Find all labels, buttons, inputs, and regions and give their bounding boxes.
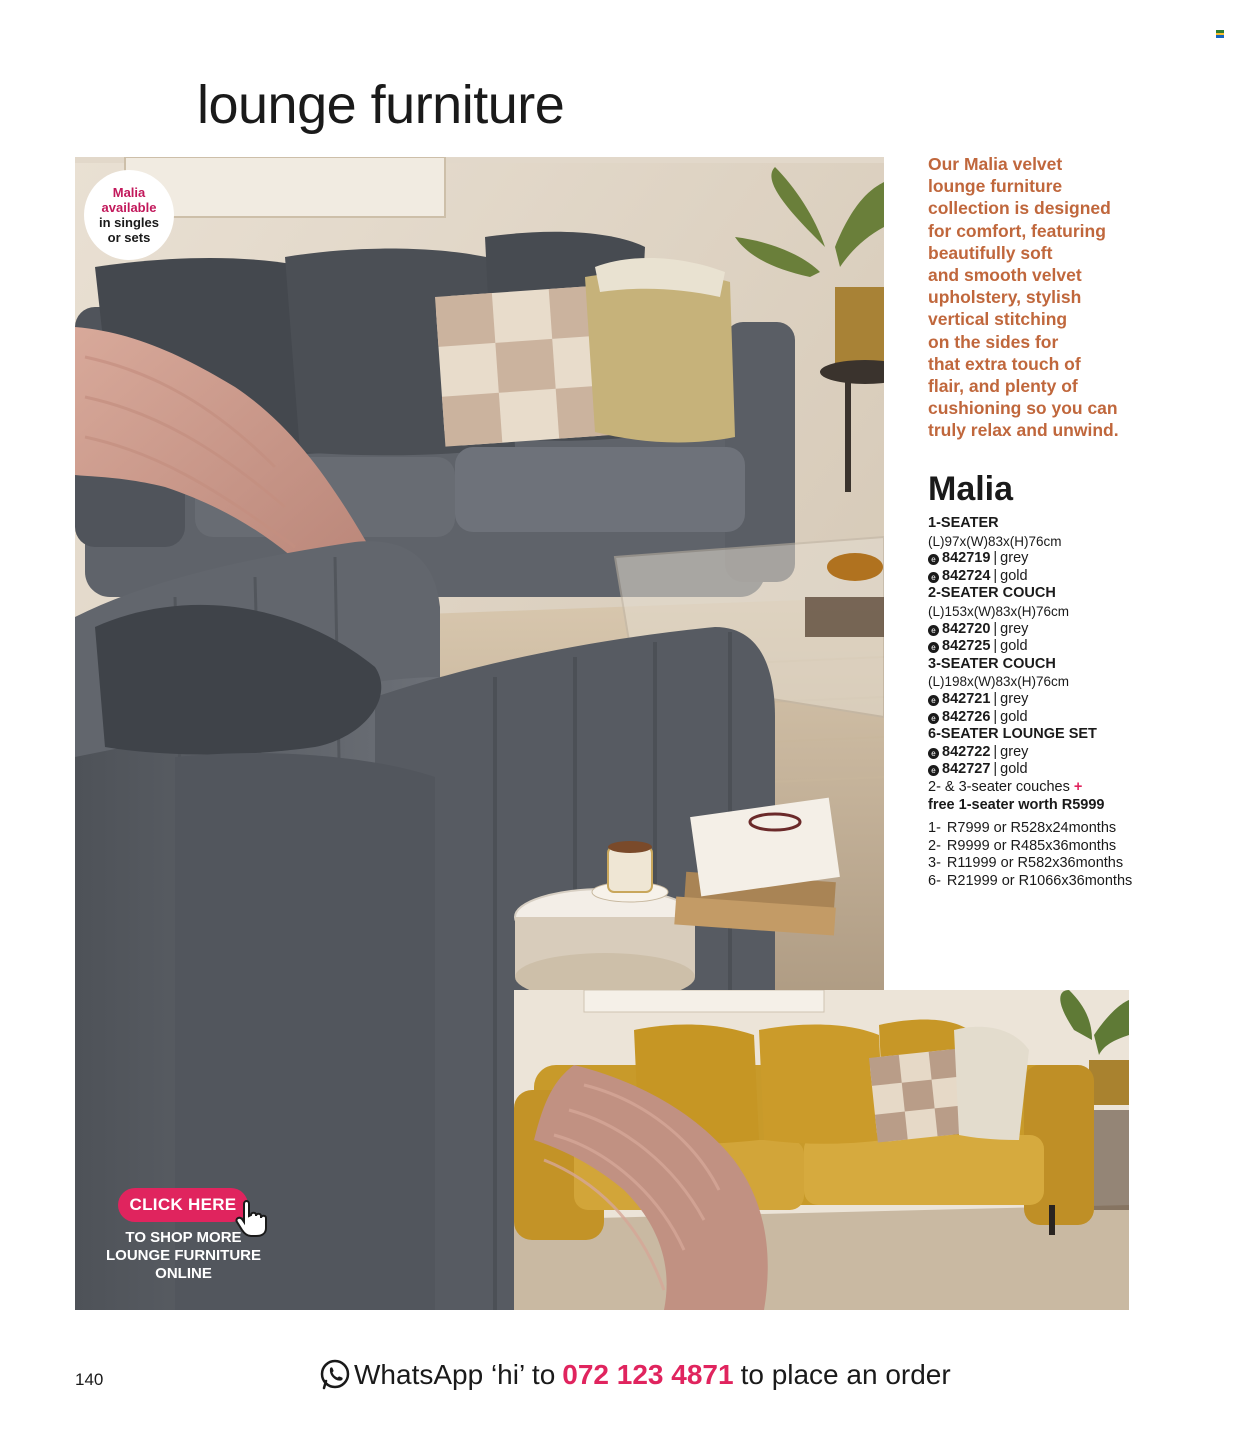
monthly-price: R485x36months (1010, 837, 1117, 854)
variant-color: gold (1000, 567, 1028, 584)
cta-line3: ONLINE (155, 1265, 212, 1282)
variant-separator: | (993, 567, 998, 584)
item-heading: 2-SEATER COUCH (928, 585, 1056, 602)
monthly-price: R528x24months (1010, 820, 1117, 837)
variant-row (928, 709, 1188, 727)
cash-price: R9999 (946, 837, 990, 854)
description-line: flair, and plenty of (928, 376, 1078, 397)
price-list (928, 820, 1188, 890)
online-code-icon: e (928, 572, 939, 583)
online-code-icon: e (928, 748, 939, 759)
set-note-line2: free 1-seater worth R5999 (928, 796, 1105, 813)
price-row (928, 838, 1188, 856)
variant-color: gold (1000, 708, 1028, 725)
gold-sofa-photo (514, 990, 1129, 1310)
variant-color: grey (1000, 690, 1029, 707)
description-line: lounge furniture (928, 176, 1063, 197)
whatsapp-order-line[interactable] (318, 1358, 951, 1392)
price-row (928, 873, 1188, 891)
description-line: and smooth velvet (928, 265, 1082, 286)
cash-price: R7999 (946, 820, 990, 837)
cash-price: R21999 (946, 872, 998, 889)
description-line: Our Malia velvet (928, 154, 1063, 174)
product-code: 842725 (942, 638, 991, 655)
monthly-price: R1066x36months (1018, 872, 1133, 889)
variant-separator: | (993, 708, 998, 725)
description-line: truly relax and unwind. (928, 420, 1119, 441)
badge-text-line3: in singles (99, 215, 159, 230)
price-size: 1- (928, 820, 941, 837)
product-code: 842726 (942, 708, 991, 725)
product-description (928, 153, 1158, 442)
monthly-price: R582x36months (1017, 855, 1124, 872)
cta-subtext (106, 1229, 261, 1283)
description-line: beautifully soft (928, 242, 1053, 263)
variant-row (928, 621, 1188, 639)
variant-row (928, 568, 1188, 586)
plus-sign: + (1073, 778, 1083, 795)
product-code: 842720 (942, 620, 991, 637)
variant-row (928, 550, 1188, 568)
variant-separator: | (993, 620, 998, 637)
description-line: cushioning so you can (928, 398, 1118, 419)
item-heading: 1-SEATER (928, 515, 999, 531)
whatsapp-icon (318, 1358, 352, 1392)
price-or: or (1001, 872, 1015, 889)
variant-color: grey (1000, 620, 1029, 637)
variant-separator: | (993, 690, 998, 707)
description-line: on the sides for (928, 331, 1059, 352)
badge-text-line2: available (101, 200, 157, 215)
description-line: that extra touch of (928, 353, 1081, 374)
variant-row (928, 638, 1188, 656)
online-code-icon: e (928, 695, 939, 706)
cta-line2: LOUNGE FURNITURE (106, 1247, 261, 1264)
variant-row (928, 691, 1188, 709)
cash-price: R11999 (946, 855, 997, 872)
online-code-icon: e (928, 765, 939, 776)
cta-line1: TO SHOP MORE (125, 1229, 242, 1246)
description-line: collection is designed (928, 198, 1111, 219)
shop-online-cta[interactable] (118, 1188, 248, 1222)
variant-separator: | (993, 743, 998, 760)
whatsapp-phone-number[interactable]: 072 123 4871 (562, 1359, 734, 1390)
set-note-line1: 2- & 3-seater couches (928, 778, 1070, 795)
price-size: 3- (928, 855, 941, 872)
variant-row (928, 761, 1188, 779)
online-code-icon: e (928, 642, 939, 653)
price-row (928, 820, 1188, 838)
price-or: or (993, 820, 1007, 837)
price-or: or (1000, 855, 1014, 872)
variant-separator: | (993, 638, 998, 655)
variant-color: gold (1000, 761, 1028, 778)
item-dimensions: (L)97x(W)83x(H)76cm (928, 533, 1062, 549)
footer-prefix: WhatsApp ‘hi’ to (354, 1359, 556, 1390)
product-name: Malia (928, 470, 1014, 508)
flag-icon (1216, 30, 1224, 38)
price-or: or (993, 837, 1007, 854)
product-code: 842724 (942, 567, 991, 584)
online-code-icon: e (928, 713, 939, 724)
gold-sofa-illustration (514, 990, 1129, 1310)
page-title: lounge furniture (197, 75, 565, 135)
item-dimensions: (L)153x(W)83x(H)76cm (928, 603, 1070, 619)
page-number: 140 (75, 1370, 104, 1389)
price-row (928, 855, 1188, 873)
price-size: 2- (928, 837, 941, 854)
variant-color: grey (1000, 550, 1029, 567)
item-heading: 3-SEATER COUCH (928, 655, 1056, 672)
variant-row (928, 744, 1188, 762)
item-dimensions: (L)198x(W)83x(H)76cm (928, 674, 1070, 690)
badge-product-name: Malia (112, 185, 146, 200)
description-line: vertical stitching (928, 309, 1068, 330)
description-line: upholstery, stylish (928, 287, 1082, 308)
description-line: for comfort, featuring (928, 220, 1106, 241)
product-code: 842722 (942, 743, 991, 760)
badge-text-line4: or sets (107, 230, 151, 245)
availability-badge (84, 170, 174, 260)
variant-separator: | (993, 761, 998, 778)
variant-color: grey (1000, 743, 1029, 760)
click-here-button[interactable]: CLICK HERE (118, 1188, 248, 1222)
set-note (928, 779, 1188, 797)
product-code: 842721 (942, 690, 991, 707)
online-code-icon: e (928, 554, 939, 565)
variant-color: gold (1000, 638, 1028, 655)
price-size: 6- (928, 872, 941, 889)
product-code: 842719 (942, 550, 991, 567)
product-specs (928, 515, 1188, 890)
variant-separator: | (993, 550, 998, 567)
footer-suffix: to place an order (740, 1359, 951, 1390)
item-heading: 6-SEATER LOUNGE SET (928, 726, 1097, 743)
product-code: 842727 (942, 761, 991, 778)
online-code-icon: e (928, 625, 939, 636)
